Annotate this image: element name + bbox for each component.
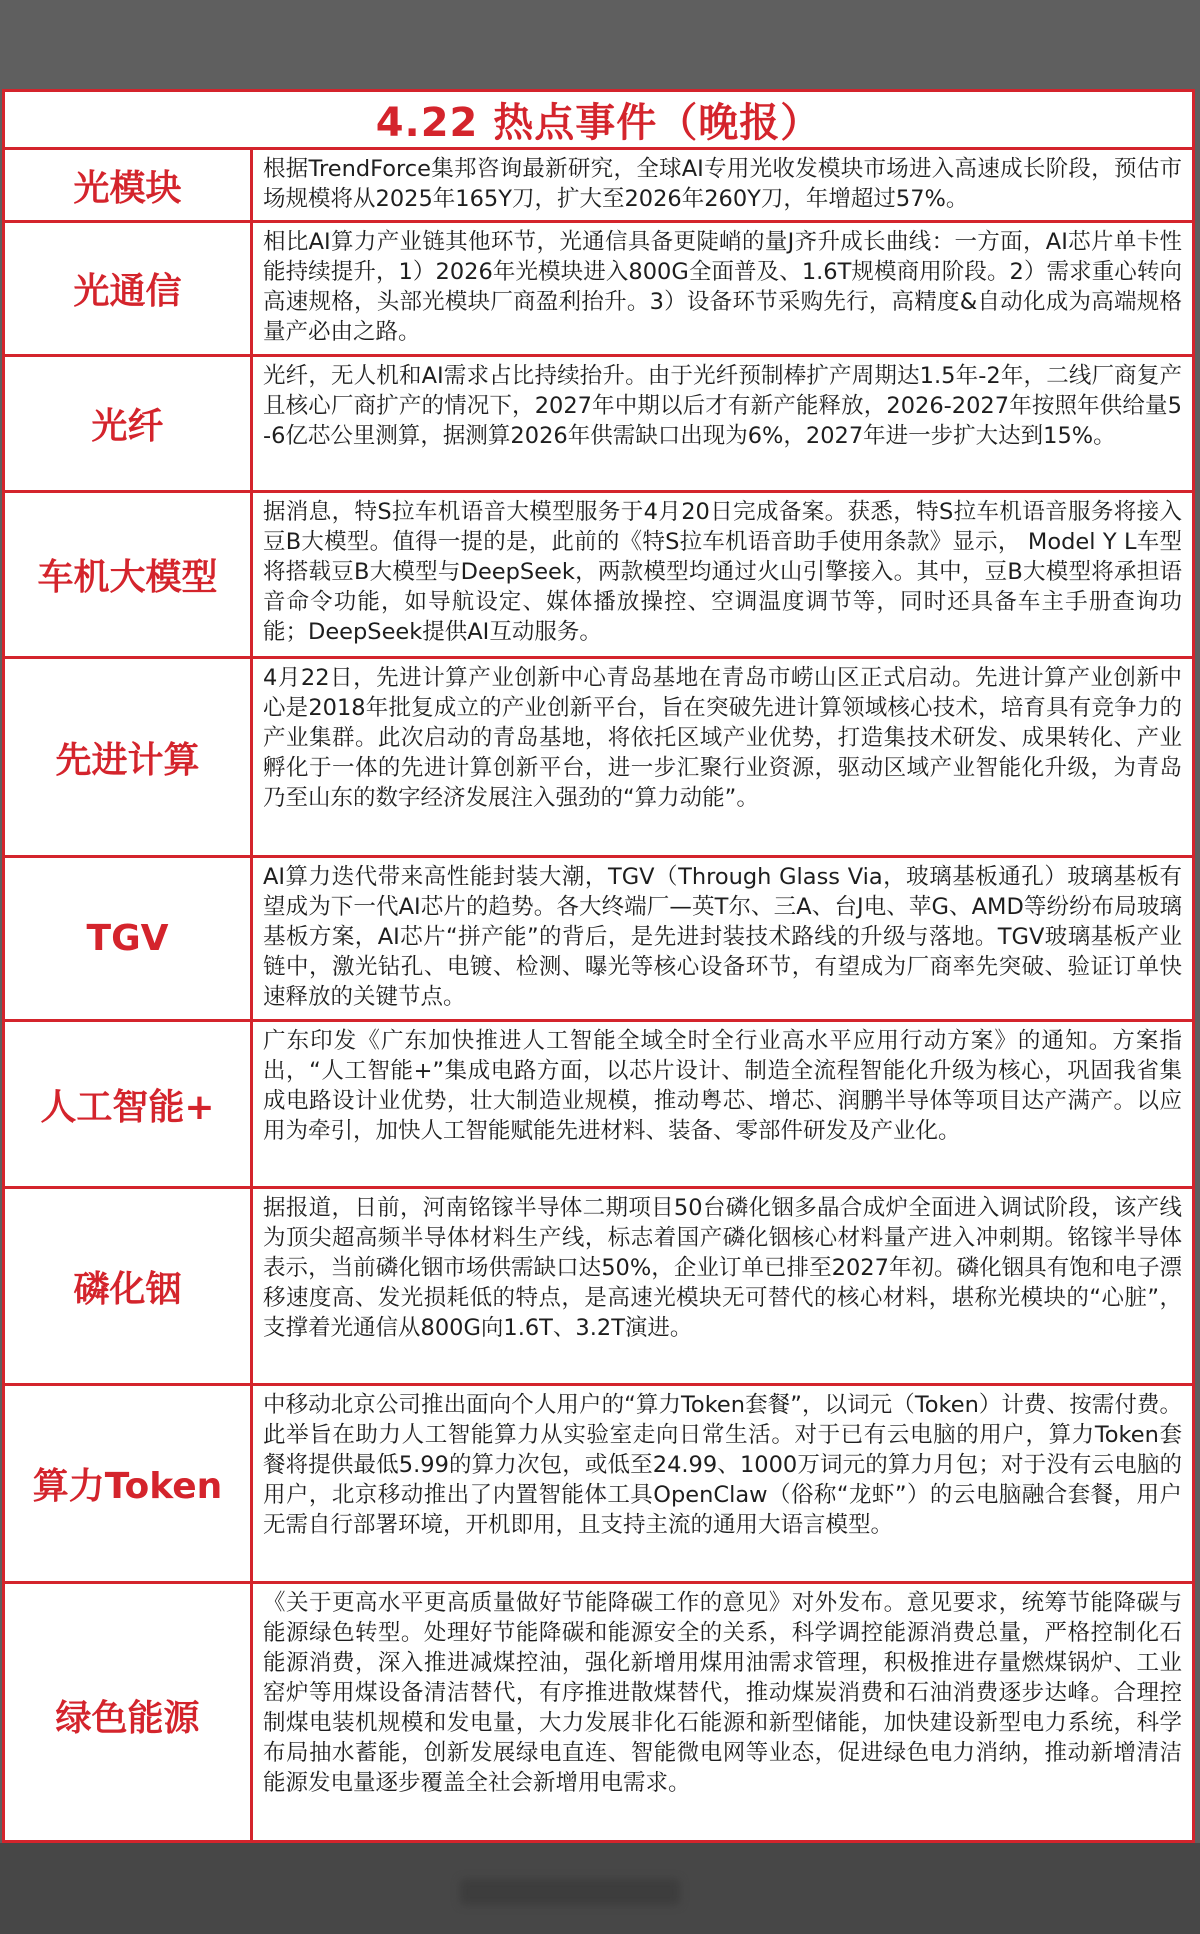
table-row [5, 357, 1192, 493]
topic-description: 《关于更高水平更高质量做好节能降碳工作的意见》对外发布。意见要求，统筹节能降碳与能源绿色转型。处理好节能降碳和能源安全的关系，科学调控能源消费总量，严格控制化石能源消费，深入推进减煤控油，强化新增用煤用油需求管理，积极推进存量燃煤锅炉、工业窑炉等用煤设备清洁替代，有序推进散煤替代，推动煤炭消费和石油消费逐步达峰。合理控制煤电装机规模和发电量，大力发展非化石能源和新型储能，加快建设新型电力系统，科学布局抽水蓄能，创新发展绿电直连、智能微电网等业态，促进绿色电力消纳，推动新增清洁能源发电量逐步覆盖全社会新增用电需求。 [263, 1590, 1182, 1796]
table-row [5, 223, 1192, 357]
topic-label: 磷化铟 [73, 1268, 182, 1310]
topic-description: 光纤，无人机和AI需求占比持续抬升。由于光纤预制棒扩产周期达1.5年-2年，二线厂商复产且核心厂商扩产的情况下，2027年中期以后才有新产能释放，2026-2027年按照年供给量5-6亿芯公里测算，据测算2026年供需缺口出现为6%，2027年进一步扩大达到15%。 [263, 363, 1182, 449]
topic-description: 据报道，日前，河南铭镓半导体二期项目50台磷化铟多晶合成炉全面进入调试阶段，该产线为顶尖超高频半导体材料生产线，标志着国产磷化铟核心材料量产进入冲刺期。铭镓半导体表示，当前磷化铟市场供需缺口达50%，企业订单已排至2027年初。磷化铟具有饱和电子漂移速度高、发光损耗低的特点，是高速光模块无可替代的核心材料，堪称光模块的“心脏”，支撑着光通信从800G向1.6T、3.2T演进。 [263, 1195, 1182, 1341]
page-title: 4.22 热点事件（晚报） [375, 100, 822, 146]
topic-description: 根据TrendForce集邦咨询最新研究，全球AI专用光收发模块市场进入高速成长阶段，预估市场规模将从2025年165Y刀，扩大至2026年260Y刀，年增超过57%。 [263, 156, 1182, 212]
topic-description: AI算力迭代带来高性能封装大潮，TGV（Through Glass Via，玻璃基板通孔）玻璃基板有望成为下一代AI芯片的趋势。各大终端厂—英T尔、三A、台J电、苹G、AMD等纷纷布局玻璃基板方案，AI芯片“拼产能”的背后，是先进封装技术路线的升级与落地。TGV玻璃基板产业链中，激光钻孔、电镀、检测、曝光等核心设备环节，有望成为厂商率先突破、验证订单快速释放的关键节点。 [263, 864, 1182, 1010]
topic-label: 先进计算 [55, 739, 200, 781]
table-row [5, 858, 1192, 1022]
blurred-watermark [460, 1879, 680, 1905]
table-row [5, 1022, 1192, 1189]
topic-label: 绿色能源 [55, 1697, 200, 1739]
topic-label: 车机大模型 [37, 557, 218, 598]
topic-description: 中移动北京公司推出面向个人用户的“算力Token套餐”，以词元（Token）计费、按需付费。此举旨在助力人工智能算力从实验室走向日常生活。对于已有云电脑的用户，算力Token套餐将提供最低5.99的算力次包，或低至24.99、1000万词元的算力月包；对于没有云电脑的用户，北京移动推出了内置智能体工具OpenClaw（俗称“龙虾”）的云电脑融合套餐，用户无需自行部署环境，开机即用，且支持主流的通用大语言模型。 [263, 1392, 1182, 1538]
table-row [5, 1386, 1192, 1584]
topic-cell [5, 493, 253, 656]
table-row [5, 150, 1192, 223]
topic-description: 4月22日，先进计算产业创新中心青岛基地在青岛市崂山区正式启动。先进计算产业创新中心是2018年批复成立的产业创新平台，旨在突破先进计算领域核心技术，培育具有竞争力的产业集群。此次启动的青岛基地，将依托区域产业优势，打造集技术研发、成果转化、产业孵化于一体的先进计算创新平台，进一步汇聚行业资源，驱动区域产业智能化升级，为青岛乃至山东的数字经济发展注入强劲的“算力动能”。 [263, 665, 1182, 811]
bottom-dark-bar [0, 1843, 1200, 1934]
topic-label: TGV [86, 918, 169, 959]
top-gray-bar [0, 0, 1200, 89]
topic-description: 广东印发《广东加快推进人工智能全域全时全行业高水平应用行动方案》的通知。方案指出，“人工智能+”集成电路方面，以芯片设计、制造全流程智能化升级为核心，巩固我省集成电路设计业优势，壮大制造业规模，推动粤芯、增芯、润鹏半导体等项目达产满产。以应用为牵引，加快人工智能赋能先进材料、装备、零部件研发及产业化。 [263, 1028, 1182, 1144]
topic-cell [5, 357, 253, 490]
table-row [5, 1189, 1192, 1386]
topic-label: 光通信 [73, 271, 182, 312]
topic-label: 光模块 [73, 167, 182, 209]
topic-cell [5, 1386, 253, 1581]
topic-cell [5, 150, 253, 220]
topic-cell [5, 858, 253, 1019]
topic-cell [5, 1584, 253, 1846]
hot-events-table [2, 89, 1195, 1843]
topic-cell [5, 223, 253, 354]
topic-cell [5, 1022, 253, 1186]
table-row [5, 493, 1192, 659]
topic-label: 算力Token [32, 1466, 223, 1507]
topic-description: 据消息，特S拉车机语音大模型服务于4月20日完成备案。获悉，特S拉车机语音服务将接入豆B大模型。值得一提的是，此前的《特S拉车机语音助手使用条款》显示， Model Y L车型将搭载豆B大模型与DeepSeek，两款模型均通过火山引擎接入。其中，豆B大模型将承担语音命令功能，如导航设定、媒体播放操控、空调温度调节等，同时还具备车主手册查询功能；DeepSeek提供AI互动服务。 [263, 499, 1182, 645]
topic-label: 人工智能+ [40, 1086, 215, 1128]
topic-cell [5, 659, 253, 855]
table-row [5, 1584, 1192, 1846]
topic-cell [5, 1189, 253, 1383]
topic-description: 相比AI算力产业链其他环节，光通信具备更陡峭的量J齐升成长曲线：一方面，AI芯片单卡性能持续提升，1）2026年光模块进入800G全面普及、1.6T规模商用阶段。2）需求重心转向高速规格，头部光模块厂商盈利抬升。3）设备环节采购先行，高精度&自动化成为高端规格量产必由之路。 [263, 229, 1182, 345]
table-row [5, 659, 1192, 858]
topic-label: 光纤 [91, 406, 164, 447]
title-row [5, 92, 1192, 150]
